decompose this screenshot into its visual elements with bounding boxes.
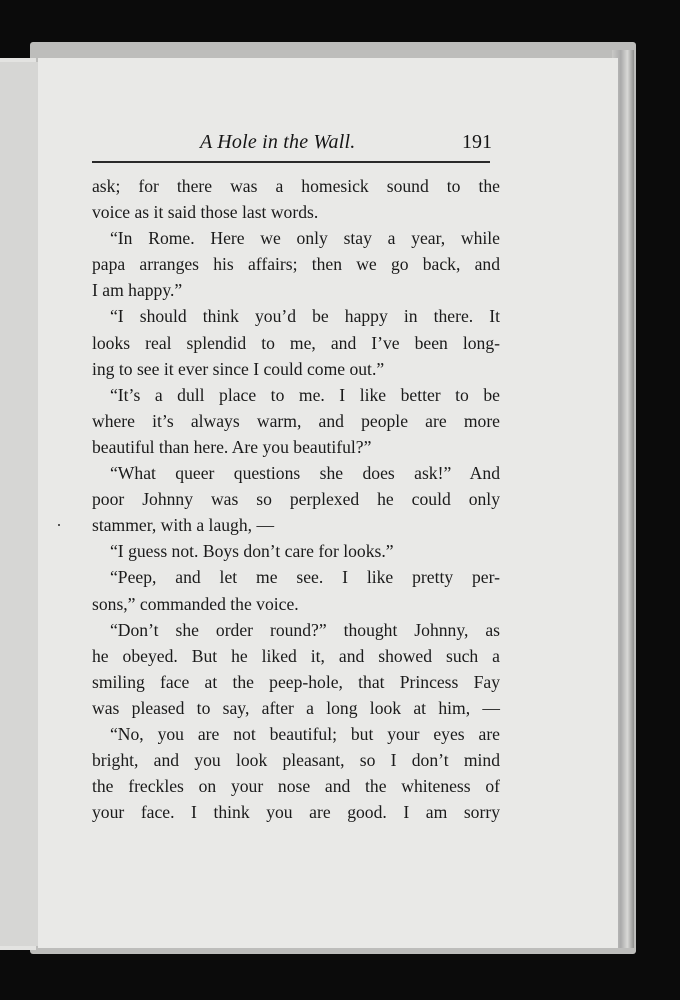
text-line: “No, you are not beautiful; but your eyes are [110, 723, 500, 744]
text-line: ask; for there was a homesick sound to the [92, 176, 500, 196]
text-line: was pleased to say, after a long look at him, — [92, 697, 500, 718]
header-rule [92, 161, 490, 163]
text-line: “Don’t she order round?” thought Johnny, as [110, 619, 500, 640]
text-line: “Peep, and let me see. I like pretty per- [110, 567, 500, 588]
text-line: stammer, with a laugh, — [92, 515, 275, 536]
text-line: I am happy.” [92, 280, 183, 301]
text-line: sons,” commanded the voice. [92, 593, 299, 614]
text-line: bright, and you look pleasant, so I don’t mind [92, 750, 500, 771]
text-line: poor Johnny was so perplexed he could only [92, 489, 500, 510]
text-line: papa arranges his affairs; then we go back, and [92, 254, 500, 275]
text-line: ing to see it ever since I could come out.” [92, 358, 385, 379]
text-line: smiling face at the peep-hole, that Princess Fay [92, 671, 500, 692]
text-line: “I guess not. Boys don’t care for looks.” [110, 541, 394, 562]
text-line: the freckles on your nose and the whiteness of [92, 776, 500, 797]
page-number: 191 [462, 131, 492, 153]
text-line: looks real splendid to me, and I’ve been long- [92, 332, 500, 353]
page-mark [58, 524, 60, 526]
text-line: voice as it said those last words. [92, 202, 319, 223]
text-line: your face. I think you are good. I am sorry [92, 802, 500, 823]
text-line: he obeyed. But he liked it, and showed such a [92, 645, 500, 666]
text-line: where it’s always warm, and people are more [92, 410, 500, 431]
text-line: “I should think you’d be happy in there. It [110, 306, 500, 327]
running-head: A Hole in the Wall. [200, 131, 356, 153]
text-line: “It’s a dull place to me. I like better to be [110, 384, 500, 405]
text-line: beautiful than here. Are you beautiful?” [92, 436, 372, 457]
body-text [92, 173, 500, 825]
text-line: “What queer questions she does ask!” And [110, 463, 500, 484]
text-line: “In Rome. Here we only stay a year, while [110, 228, 500, 249]
